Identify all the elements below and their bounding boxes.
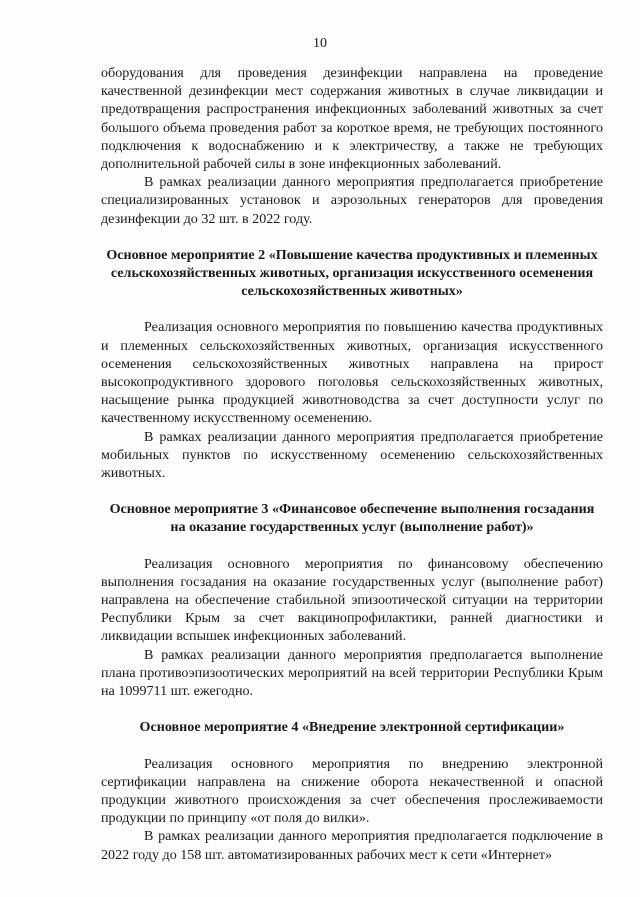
heading-activity-3: Основное мероприятие 3 «Финансовое обеспечение выполнения госзадания на оказание государственных услуг (выполнение работ)»: [109, 501, 595, 536]
heading-activity-4: Основное мероприятие 4 «Внедрение электронной сертификации»: [139, 719, 565, 736]
paragraph-disinfection-equipment: оборудования для проведения дезинфекции направлена на проведение качественной дезинфекции мест содержания животных в случае ликвидации и предотвращения распространения инфекционных заболеваний животных за счет большого объема проведения работ за короткое время, не требующих постоянного подключения к водоснабжению и к электричеству, а также не требующих дополнительной рабочей силы в зоне инфекционных заболеваний.: [101, 65, 603, 173]
paragraph-disinfection-purchase: В рамках реализации данного мероприятия предполагается приобретение специализированных установок и аэрозольных генераторов для проведения дезинфекции до 32 шт. в 2022 году.: [101, 174, 603, 227]
paragraph-activity-4-description: Реализация основного мероприятия по внедрению электронной сертификации направлена на снижение оборота некачественной и опасной продукции животного происхождения за счет обеспечения прослеживаемости продукции по принципу «от поля до вилки».: [101, 755, 603, 827]
paragraph-activity-3-description: Реализация основного мероприятия по финансовому обеспечению выполнения госзадания на оказание государственных услуг (выполнение работ) направлена на обеспечение стабильной эпизоотической ситуации на территории Республики Крым за счет вакцинопрофилактики, ранней диагностики и ликвидации вспышек инфекционных заболеваний.: [101, 555, 603, 645]
paragraph-activity-3-plan: В рамках реализации данного мероприятия предполагается выполнение плана противоэпизоотических мероприятий на всей территории Республики Крым на 1099711 шт. ежегодно.: [101, 646, 603, 700]
page-body: [101, 64, 603, 864]
paragraph-activity-4-connection: В рамках реализации данного мероприятия предполагается подключение в 2022 году до 158 шт. автоматизированных рабочих мест к сети «Интернет»: [101, 828, 603, 863]
paragraph-activity-2-description: Реализация основного мероприятия по повышению качества продуктивных и племенных сельскохозяйственных животных, организация искусственного осеменения сельскохозяйственных животных направлена на прирост высокопродуктивного здорового поголовья сельскохозяйственных животных, насыщение рынка продукцией животноводства за счет доступности услуг по качественному искусственному осеменению.: [101, 319, 603, 427]
heading-activity-2: Основное мероприятие 2 «Повышение качества продуктивных и племенных сельскохозяйственных животных, организация искусственного осеменения сельскохозяйственных животных»: [106, 246, 598, 300]
page-number: 10: [313, 36, 327, 51]
paragraph-activity-2-purchase: В рамках реализации данного мероприятия предполагается приобретение мобильных пунктов по искусственному осеменению сельскохозяйственных животных.: [101, 428, 603, 482]
